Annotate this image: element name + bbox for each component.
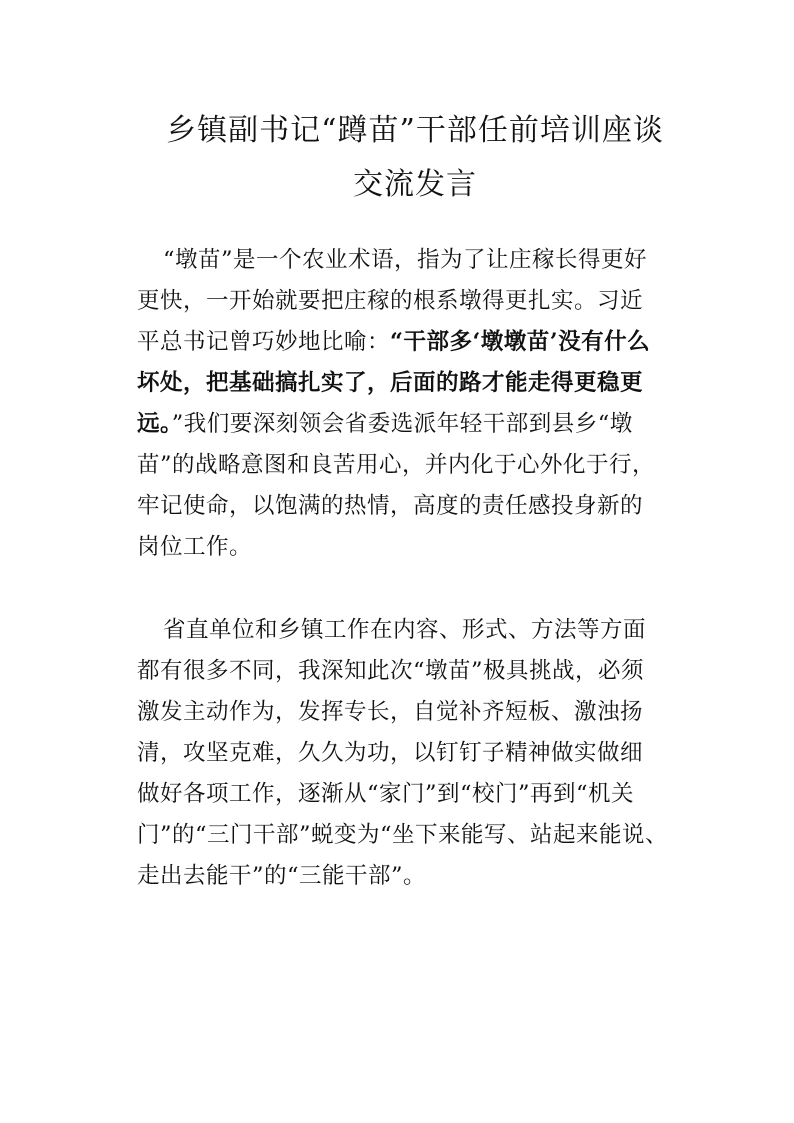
- quote-text: “干部多‘墩墩苗’没有什么: [390, 329, 651, 355]
- paragraph-line: 走出去能干”的“三能干部”。: [137, 863, 427, 889]
- paragraph-2: [137, 610, 669, 897]
- paragraph-line: 激发主动作为，发挥专长，自觉补齐短板、激浊扬: [137, 699, 644, 725]
- paragraph-line: 省直单位和乡镇工作在内容、形式、方法等方面: [163, 617, 647, 643]
- paragraph-line: 清，攻坚克难，久久为功，以钉钉子精神做实做细: [137, 740, 644, 766]
- paragraph-1: [137, 240, 661, 568]
- paragraph-line: 岗位工作。: [137, 534, 253, 560]
- paragraph-text: 平总书记曾巧妙地比喻：: [137, 329, 391, 355]
- paragraph-line: 门”的“三门干部”蜕变为“坐下来能写、站起来能说、: [137, 822, 669, 848]
- paragraph-line: “墩苗”是一个农业术语，指为了让庄稼长得更好: [163, 247, 648, 273]
- paragraph-text: ”我们要深刻领会省委选派年轻干部到县乡“墩: [171, 411, 633, 437]
- quote-line: 坏处，把基础搞扎实了，后面的路才能走得更稳更: [137, 370, 644, 396]
- paragraph-line: 更快，一开始就要把庄稼的根系墩得更扎实。习近: [137, 288, 644, 314]
- document-title: [120, 104, 710, 212]
- title-line-2: 交流发言: [353, 167, 477, 202]
- paragraph-line: [137, 322, 661, 363]
- quote-text: 远。: [137, 411, 172, 437]
- paragraph-line: 牢记使命，以饱满的热情，高度的责任感投身新的: [137, 493, 644, 519]
- paragraph-line: 都有很多不同，我深知此次“墩苗”极具挑战，必须: [137, 658, 645, 684]
- paragraph-line: 做好各项工作，逐渐从“家门”到“校门”再到“机关: [137, 781, 635, 807]
- paragraph-line: [137, 404, 661, 445]
- title-line-1: 乡镇副书记“蹲苗”干部任前培训座谈: [166, 113, 664, 148]
- paragraph-line: 苗”的战略意图和良苦用心，并内化于心外化于行，: [137, 452, 656, 478]
